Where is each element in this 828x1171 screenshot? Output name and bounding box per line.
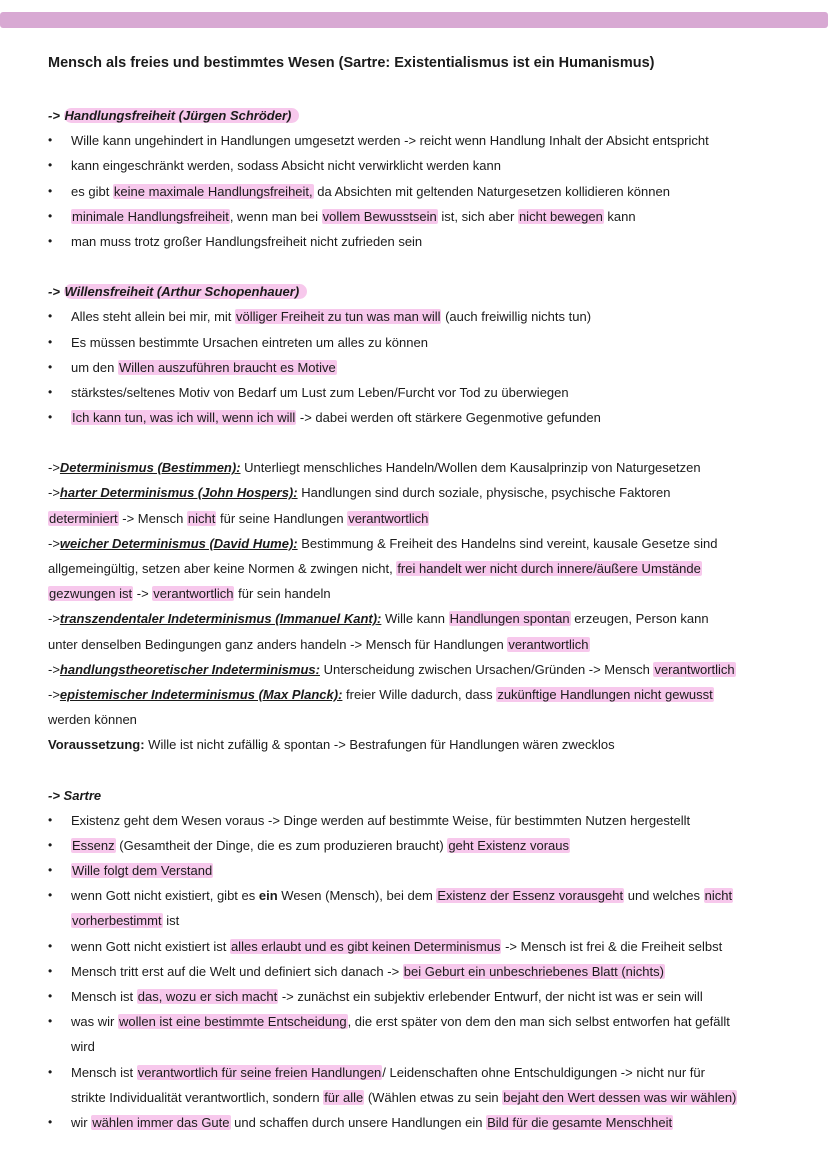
highlight: Bild für die gesamte Menschheit [487,1114,673,1130]
list-item: • wir wählen immer das Gute und schaffen durch unsere Handlungen ein Bild für die gesamte Menschheit [48,1110,793,1135]
list-item: • Alles steht allein bei mir, mit völliger Freiheit zu tun was man will (auch freiwillig nichts tun) [48,304,793,329]
highlight: minimale Handlungsfreiheit [72,208,229,224]
definition-continuation: determiniert -> Mensch nicht für seine Handlungen verantwortlich [49,510,429,526]
definition-continuation: gezwungen ist -> verantwortlich für sein handeln [49,586,331,602]
highlight: alles erlaubt und es gibt keinen Determinismus [230,938,501,954]
list-item: • Ich kann tun, was ich will, wenn ich will -> dabei werden oft stärkere Gegenmotive gefunden [48,405,793,430]
section-heading-sartre [48,783,793,808]
list-item: • man muss trotz großer Handlungsfreiheit nicht zufrieden sein [48,229,793,254]
highlight: nicht [704,888,733,904]
highlight: Existenz der Essenz vorausgeht [437,888,624,904]
document-body [48,52,793,1135]
list-item-continuation: strikte Individualität verantwortlich, sondern für alle (Wählen etwas zu sein bejaht den Wert dessen was wir wählen) [71,1089,737,1105]
highlight: frei handelt wer nicht durch innere/äußere Umstände [397,561,701,576]
list-item [48,858,793,883]
highlight: Wille folgt dem Verstand [72,863,213,879]
heading-arrow: -> [48,108,60,123]
highlight: verantwortlich [508,636,589,652]
list-item: • es gibt keine maximale Handlungsfreiheit, da Absichten mit geltenden Naturgesetzen kollidieren können [48,179,793,204]
highlight: verantwortlich [153,586,234,602]
heading-arrow: -> [48,284,60,300]
highlight: Willen auszuführen braucht es Motive [118,359,336,375]
list-item-continuation: wird [71,1039,95,1055]
heading-arrow: -> [48,787,60,803]
list-item: • Wille kann ungehindert in Handlungen umgesetzt werden -> reicht wenn Handlung Inhalt der Absicht entspricht [48,128,793,153]
list-item: • Es müssen bestimmte Ursachen eintreten um alles zu können [48,330,793,355]
definition-transzendentaler-indeterminismus: ->transzendentaler Indeterminismus (Immanuel Kant): Wille kann Handlungen spontan erzeugen, Person kann [48,611,709,627]
spacer [48,254,793,279]
section-heading-willensfreiheit [48,279,793,304]
highlight: bei Geburt ein unbeschriebenes Blatt (nichts) [403,963,664,979]
top-accent-bar [0,12,828,28]
highlight: für alle [324,1089,364,1105]
highlight: zukünftige Handlungen nicht gewusst [497,686,713,702]
list-item: • um den Willen auszuführen braucht es Motive [48,355,793,380]
definition-handlungstheoretischer-indeterminismus: ->handlungstheoretischer Indeterminismus: Unterscheidung zwischen Ursachen/Gründen -> Mensch verantwortlich [48,661,735,677]
highlight: Essenz [72,837,115,853]
page-title: Mensch als freies und bestimmtes Wesen (Sartre: Existentialismus ist ein Humanismus) [48,55,655,71]
highlight: vorherbestimmt [72,913,162,929]
heading-text: Handlungsfreiheit (Jürgen Schröder) [64,108,300,123]
definition-epistemischer-indeterminismus: ->epistemischer Indeterminismus (Max Planck): freier Wille dadurch, dass zukünftige Handlungen nicht gewusst [48,686,713,702]
list-item: • wenn Gott nicht existiert, gibt es ein Wesen (Mensch), bei dem Existenz der Essenz vorausgeht und welches nicht [48,883,793,908]
highlight: verantwortlich [348,510,429,526]
highlight: nicht bewegen [518,208,603,224]
highlight: Handlungen spontan [449,611,570,627]
list-item: • minimale Handlungsfreiheit, wenn man bei vollem Bewusstsein ist, sich aber nicht bewegen kann [48,204,793,229]
highlight: vollem Bewusstsein [322,208,437,224]
list-item: • Existenz geht dem Wesen voraus -> Dinge werden auf bestimmte Weise, für bestimmten Nutzen hergestellt [48,808,793,833]
voraussetzung-line: Voraussetzung: Wille ist nicht zufällig & spontan -> Bestrafungen für Handlungen wären zwecklos [48,737,615,753]
highlight: wollen ist eine bestimmte Entscheidung [118,1014,347,1030]
definition-harter-determinismus: ->harter Determinismus (John Hospers): Handlungen sind durch soziale, physische, psychische Faktoren [48,485,671,501]
heading-text: Willensfreiheit (Arthur Schopenhauer) [64,284,308,299]
list-item: • Mensch tritt erst auf die Welt und definiert sich danach -> bei Geburt ein unbeschriebenes Blatt (nichts) [48,959,793,984]
definition-continuation: werden können [48,712,137,728]
list-item: • wenn Gott nicht existiert ist alles erlaubt und es gibt keinen Determinismus -> Mensch ist frei & die Freiheit selbst [48,934,793,959]
spacer [48,758,793,783]
definition-continuation: unter denselben Bedingungen ganz anders handeln -> Mensch für Handlungen verantwortlich [48,636,589,652]
highlight: bejaht den Wert dessen was wir wählen) [503,1089,737,1105]
highlight: gezwungen ist [49,586,133,602]
highlight: völliger Freiheit zu tun was man will [236,309,441,325]
section-heading-handlungsfreiheit [48,103,793,128]
definition-continuation: allgemeingültig, setzen aber keine Normen & zwingen nicht, frei handelt wer nicht durch innere/äußere Umstände [48,561,701,576]
list-item: • stärkstes/seltenes Motiv von Bedarf um Lust zum Leben/Furcht vor Tod zu überwiegen [48,380,793,405]
highlight: verantwortlich für seine freien Handlungen [137,1064,382,1080]
list-item-continuation: vorherbestimmt ist [72,913,180,929]
list-item: • Essenz (Gesamtheit der Dinge, die es zum produzieren braucht) geht Existenz voraus [48,833,793,858]
definition-weicher-determinismus: ->weicher Determinismus (David Hume): Bestimmung & Freiheit des Handelns sind vereint, kausale Gesetze sind [48,535,718,551]
list-item: • was wir wollen ist eine bestimmte Entscheidung, die erst später von dem den man sich selbst entworfen hat gefällt [48,1009,793,1034]
heading-text: Sartre [63,787,102,803]
highlight: Ich kann tun, was ich will, wenn ich will [72,410,296,426]
definition-determinismus: ->Determinismus (Bestimmen): Unterliegt menschliches Handeln/Wollen dem Kausalprinzip von Naturgesetzen [48,460,701,476]
highlight: keine maximale Handlungsfreiheit, [113,183,313,199]
spacer [48,74,793,103]
highlight: determiniert [49,510,118,526]
highlight: das, wozu er sich macht [137,989,278,1004]
spacer [48,430,793,455]
list-item: • kann eingeschränkt werden, sodass Absicht nicht verwirklicht werden kann [48,153,793,178]
highlight: verantwortlich [654,661,735,677]
list-item: • Mensch ist das, wozu er sich macht -> zunächst ein subjektiv erlebender Entwurf, der nicht ist was er sein will [48,984,793,1009]
highlight: wählen immer das Gute [92,1114,230,1130]
list-item: • Mensch ist verantwortlich für seine freien Handlungen/ Leidenschaften ohne Entschuldigungen -> nicht nur für [48,1060,793,1085]
highlight: geht Existenz voraus [448,837,569,853]
highlight: nicht [187,510,216,526]
